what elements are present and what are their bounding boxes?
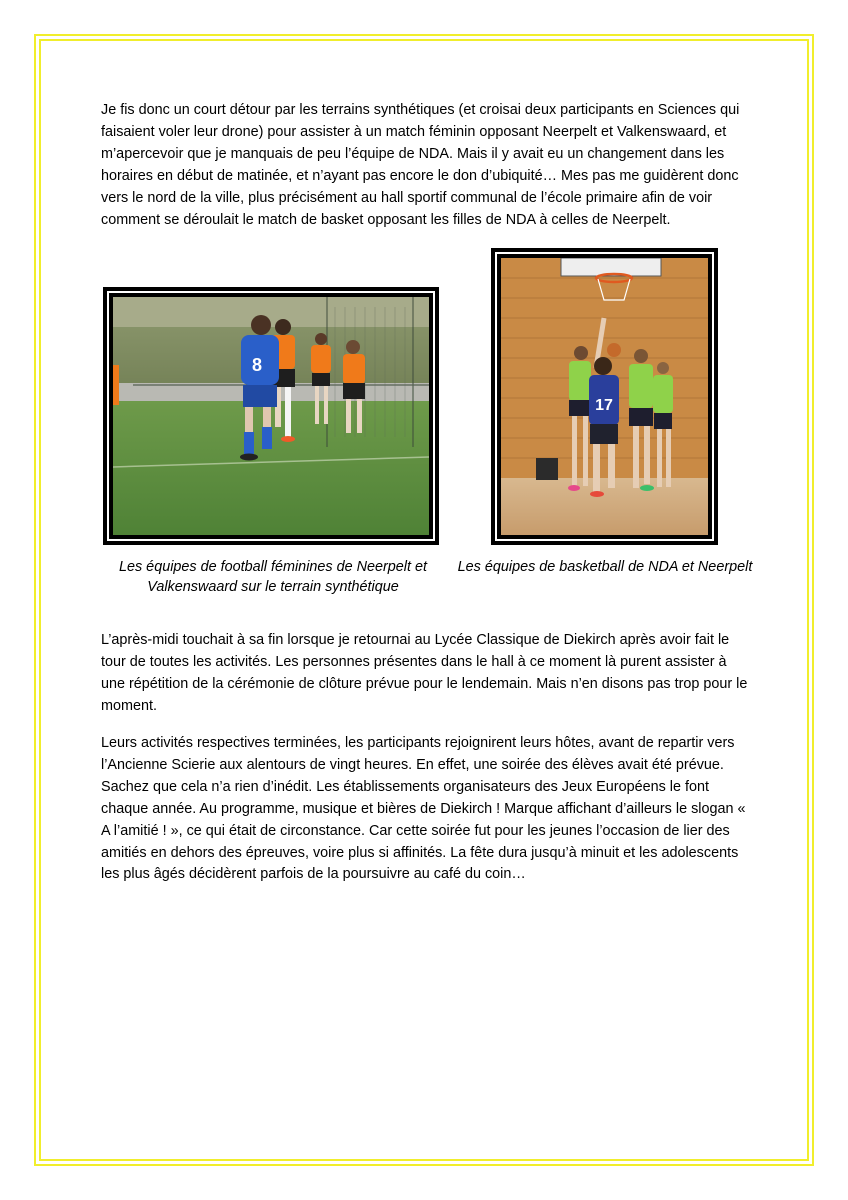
paragraph-evening-party: Leurs activités respectives terminées, les participants rejoignirent leurs hôtes, avant de repartir vers l’Ancienne Scierie aux alentours de vingt heures. En effet, une soirée des élèves avait été prévue. Sachez que cela n’a rien d’inédit. Les établissements organisateurs des Jeux Européens le font chaque année. Au programme, musique et bières de Diekirch ! Marque affichant d’ailleurs le slogan « A l’amitié ! », ce qui était de circonstance. Car cette soirée fut pour les jeunes l’occasion de lier des amitiés en dehors des épreuves, voire plus si affinités. La fête dura jusqu’à minuit et les adolescents les plus âgés décidèrent parfois de la poursuivre au café du coin… [101, 735, 746, 883]
paragraph-football-basket: Je fis donc un court détour par les terrains synthétiques (et croisai deux participants en Sciences qui faisaient voler leur drone) pour assister à un match féminin opposant Neerpelt et Valkenswaard, et m’apercevoir que je manquais de peu l’équipe de NDA. Mais il y avait eu un changement dans les horaires en début de matinée, et n’ayant pas encore le don d’ubiquité… Mes pas me guidèrent donc vers le nord de la ville, plus précisément au hall sportif communal de l’école primaire afin de voir comment se déroulait le match de basket opposant les filles de NDA à celles de Neerpelt. [101, 102, 740, 228]
jersey-number-8: 8 [251, 355, 263, 375]
football-photo-caption: Les équipes de football féminines de Neerpelt et Valkenswaard sur le terrain synthétique [118, 559, 427, 595]
basketball-photo-caption: Les équipes de basketball de NDA et Neerpelt [457, 559, 753, 575]
basketball-photo-image [501, 258, 708, 535]
basketball-photo [491, 248, 718, 545]
football-photo [103, 287, 439, 545]
jersey-number-17: 17 [595, 397, 613, 414]
paragraph-afternoon: L’après-midi touchait à sa fin lorsque je retournai au Lycée Classique de Diekirch après avoir fait le tour de toutes les activités. Les personnes présentes dans le hall à ce moment là purent assister à une répétition de la cérémonie de clôture prévue pour le lendemain. Mais n’en disons pas trop pour le moment. [101, 632, 748, 714]
football-photo-image [113, 297, 429, 535]
